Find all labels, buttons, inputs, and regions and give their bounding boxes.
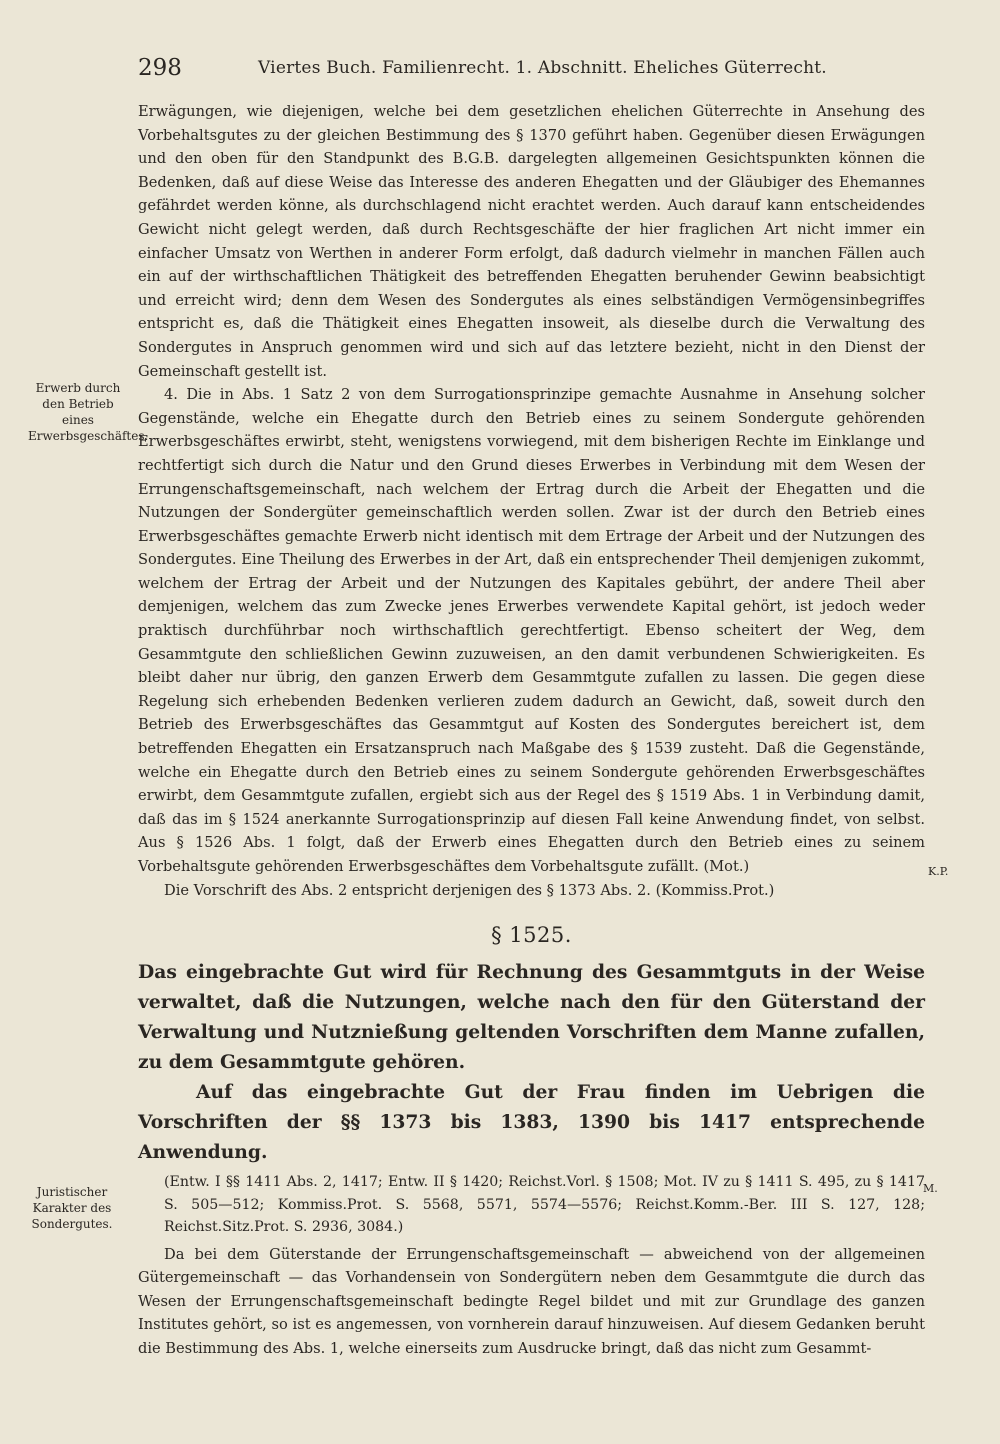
margin-note-sondergut: Juristischer Karakter des Sondergutes. (31, 1185, 113, 1231)
main-text (138, 100, 925, 1361)
side-mark-m: M. (923, 1182, 938, 1195)
section-title: § 1525. (491, 923, 572, 948)
page-header (138, 55, 928, 85)
paragraph-continuation: Erwägungen, wie diejenigen, welche bei dem gesetzlichen ehelichen Güterrechte in Ansehung des Vorbehaltsgutes zu der gleichen Bestimmung des § 1370 geführt haben. Gegenüber diesen Erwägungen und den oben für den Standpunkt des B.G.B. dargelegten allgemeinen Gesichtspunkten können die Bedenken, daß auf diese Weise das Interesse des anderen Ehegatten und der Gläubiger des Ehemannes gefährdet werden könne, als durchschlagend nicht erachtet werden. Auch darauf kann entscheidendes Gewicht nicht gelegt werden, daß durch Rechtsgeschäfte der hier fraglichen Art nicht immer ein einfacher Umsatz von Werthen in anderer Form erfolgt, daß dadurch vielmehr in manchen Fällen auch ein auf der wirthschaftlichen Thätigkeit des betreffenden Ehegatten beruhender Gewinn beabsichtigt und erreicht wird; denn dem Wesen des Sondergutes als eines selbständigen Vermögensinbegriffes entspricht es, daß die Thätigkeit eines Ehegatten insoweit, als dieselbe durch die Verwaltung des Sondergutes in Anspruch genommen wird und sich auf das letztere bezieht, nicht in den Dienst der Gemeinschaft gestellt ist. (138, 103, 925, 380)
law-text-abs-2: Auf das eingebrachte Gut der Frau finden im Uebrigen die Vorschriften der §§ 1373 bis 1383, 1390 bis 1417 entsprechende Anwendung. (138, 1081, 925, 1164)
paragraph-kommiss-prot: Die Vorschrift des Abs. 2 entspricht derjenigen des § 1373 Abs. 2. (Kommiss.Prot.) (164, 881, 775, 899)
paragraph-point-4: 4. Die in Abs. 1 Satz 2 von dem Surrogationsprinzipe gemachte Ausnahme in Ansehung solcher Gegenstände, welche ein Ehegatte durch den Betrieb eines zu seinem Sondergute gehörenden Erwerbsgeschäftes erwirbt, steht, wenigstens vorwiegend, mit dem bisherigen Rechte im Einklange und rechtfertigt sich durch die Natur und den Grund dieses Erwerbes in Verbindung mit dem Wesen der Errungenschaftsgemeinschaft, nach welchem der Ertrag durch die Arbeit der Ehegatten und die Nutzungen der Sondergüter gemeinschaftlich werden sollen. Zwar ist der durch den Betrieb eines Erwerbsgeschäftes gemachte Erwerb nicht identisch mit dem Ertrage der Arbeit und der Nutzungen des Sondergutes. Eine Theilung des Erwerbes in der Art, daß ein entsprechender Theil demjenigen zukommt, welchem der Ertrag der Arbeit und der Nutzungen des Kapitales gebührt, der andere Theil aber demjenigen, welchem das zum Zwecke jenes Erwerbes verwendete Kapital gehört, ist jedoch weder praktisch durchführbar noch wirthschaftlich gerechtfertigt. Ebenso scheitert der Weg, dem Gesammtgute den schließlichen Gewinn zuzuweisen, an den damit verbundenen Schwierigkeiten. Es bleibt daher nur übrig, den ganzen Erwerb dem Gesammtgute zufallen zu lassen. Die gegen diese Regelung sich erhebenden Bedenken verlieren zudem dadurch an Gewicht, daß, soweit durch den Betrieb des Erwerbsgeschäftes das Gesammtgut auf Kosten des Sondergutes bereichert ist, dem betreffenden Ehegatten ein Ersatzanspruch nach Maßgabe des § 1539 zusteht. Daß die Gegenstände, welche ein Ehegatte durch den Betrieb eines zu seinem Sondergute gehörenden Erwerbsgeschäftes erwirbt, dem Gesammtgute zufallen, ergiebt sich aus der Regel des § 1519 Abs. 1 in Verbindung damit, daß das im § 1524 anerkannte Surrogationsprinzip auf diesen Fall keine Anwendung findet, von selbst. Aus § 1526 Abs. 1 folgt, daß der Erwerb eines Ehegatten durch den Betrieb eines zu seinem Vorbehaltsgute gehörenden Erwerbsgeschäftes dem Vorbehaltsgute zufällt. (Mot.) (138, 386, 925, 875)
legislative-citation: (Entw. I §§ 1411 Abs. 2, 1417; Entw. II § 1420; Reichst.Vorl. § 1508; Mot. IV zu § 1411 S. 495, zu § 1417 S. 505—512; Kommiss.Prot. S. 5568, 5571, 5574—5576; Reichst.Komm.-Ber. III S. 127, 128; Reichst.Sitz.Prot. S. 2936, 3084.) (164, 1174, 925, 1236)
page-number: 298 (138, 55, 182, 81)
running-head: Viertes Buch. Familienrecht. 1. Abschnitt. Eheliches Güterrecht. (258, 58, 827, 78)
margin-note-erwerb: Erwerb durch den Betrieb eines Erwerbsgeschäftes. (28, 381, 149, 443)
paragraph-commentary: Da bei dem Güterstande der Errungenschaftsgemeinschaft — abweichend von der allgemeinen Gütergemeinschaft — das Vorhandensein von Sondergütern neben dem Gesammtgute die durch das Wesen der Errungenschaftsgemeinschaft bedingte Regel bildet und mit zur Grundlage des ganzen Institutes gehört, so ist es angemessen, von vornherein darauf hinzuweisen. Auf diesem Gedanken beruht die Bestimmung des Abs. 1, welche einerseits zum Ausdrucke bringt, daß das nicht zum Gesammt- (138, 1245, 925, 1358)
side-mark-kp: K.P. (928, 865, 949, 878)
law-text-abs-1: Das eingebrachte Gut wird für Rechnung des Gesammtguts in der Weise verwaltet, daß die Nutzungen, welche nach den für den Güterstand der Verwaltung und Nutznießung geltenden Vorschriften dem Manne zufallen, zu dem Gesammtgute gehören. (138, 961, 925, 1074)
